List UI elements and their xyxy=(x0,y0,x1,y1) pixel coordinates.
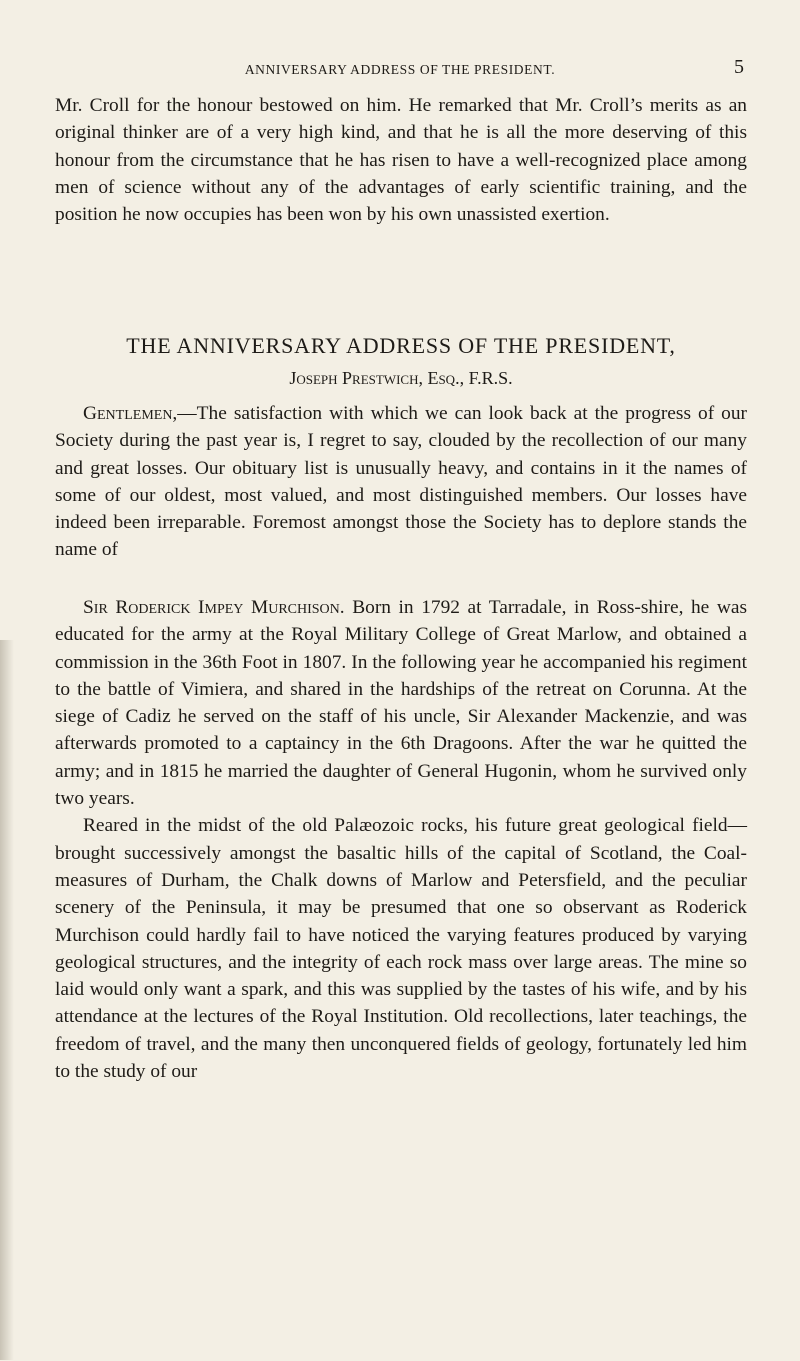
address-block xyxy=(55,400,747,564)
address-paragraph xyxy=(55,400,747,564)
section-author: Joseph Prestwich, Esq., F.R.S. xyxy=(289,368,513,388)
murchison-biography: Born in 1792 at Tarradale, in Ross-shire, he was educated for the army at the Royal Military College of Great Marlow, and obtained a commission in the 36th Foot in 1807. In the following year he accompanied his regiment to the battle of Vimiera, and shared in the hardships of the retreat on Corunna. At the siege of Cadiz he served on the staff of his uncle, Sir Alexander Mackenzie, and was afterwards promoted to a captaincy in the 6th Dragoons. After the war he quitted the army; and in 1815 he married the daughter of General Hugonin, whom he survived only two years. xyxy=(55,597,747,810)
intro-paragraph: Mr. Croll for the honour bestowed on him. He remarked that Mr. Croll’s merits as an original thinker are of a very high kind, and that he is all the more deserving of this honour from the circumstance that he has risen to have a well-recognized place among men of science without any of the advantages of early scientific training, and the position he now occupies has been won by his own unassisted exertion. xyxy=(55,95,747,226)
salutation: Gentlemen, xyxy=(83,403,178,424)
page-number: 5 xyxy=(734,56,744,78)
page-edge-shadow xyxy=(0,640,14,1360)
murchison-name: Sir Roderick Impey Murchison. xyxy=(83,597,345,618)
section-title: THE ANNIVERSARY ADDRESS OF THE PRESIDENT, xyxy=(126,333,676,358)
murchison-paragraph xyxy=(55,594,747,812)
murchison-block xyxy=(55,594,747,1085)
murchison-geology-paragraph: Reared in the midst of the old Palæozoic rocks, his future great geological field—brought successively amongst the basaltic hills of the capital of Scotland, the Coal-measures of Durham, the Chalk downs of Marlow and Petersfield, and the peculiar scenery of the Peninsula, it may be presumed that one so observant as Roderick Murchison could hardly fail to have noticed the varying features produced by varying geological structures, and the integrity of each rock mass over large areas. The mine so laid would only want a spark, and this was supplied by the tastes of his wife, and by his attendance at the lectures of the Royal Institution. Old recollections, later teachings, the freedom of travel, and the many then unconquered fields of geology, fortunately led him to the study of our xyxy=(55,815,747,1083)
running-head: ANNIVERSARY ADDRESS OF THE PRESIDENT. xyxy=(244,62,556,77)
intro-block xyxy=(55,92,747,228)
address-opening: —The satisfaction with which we can look back at the progress of our Society during the past year is, I regret to say, clouded by the recollection of our many and great losses. Our obituary list is unusually heavy, and contains in it the names of some of our oldest, most valued, and most distinguished members. Our losses have indeed been irreparable. Foremost amongst those the Society has to deplore stands the name of xyxy=(55,403,747,561)
